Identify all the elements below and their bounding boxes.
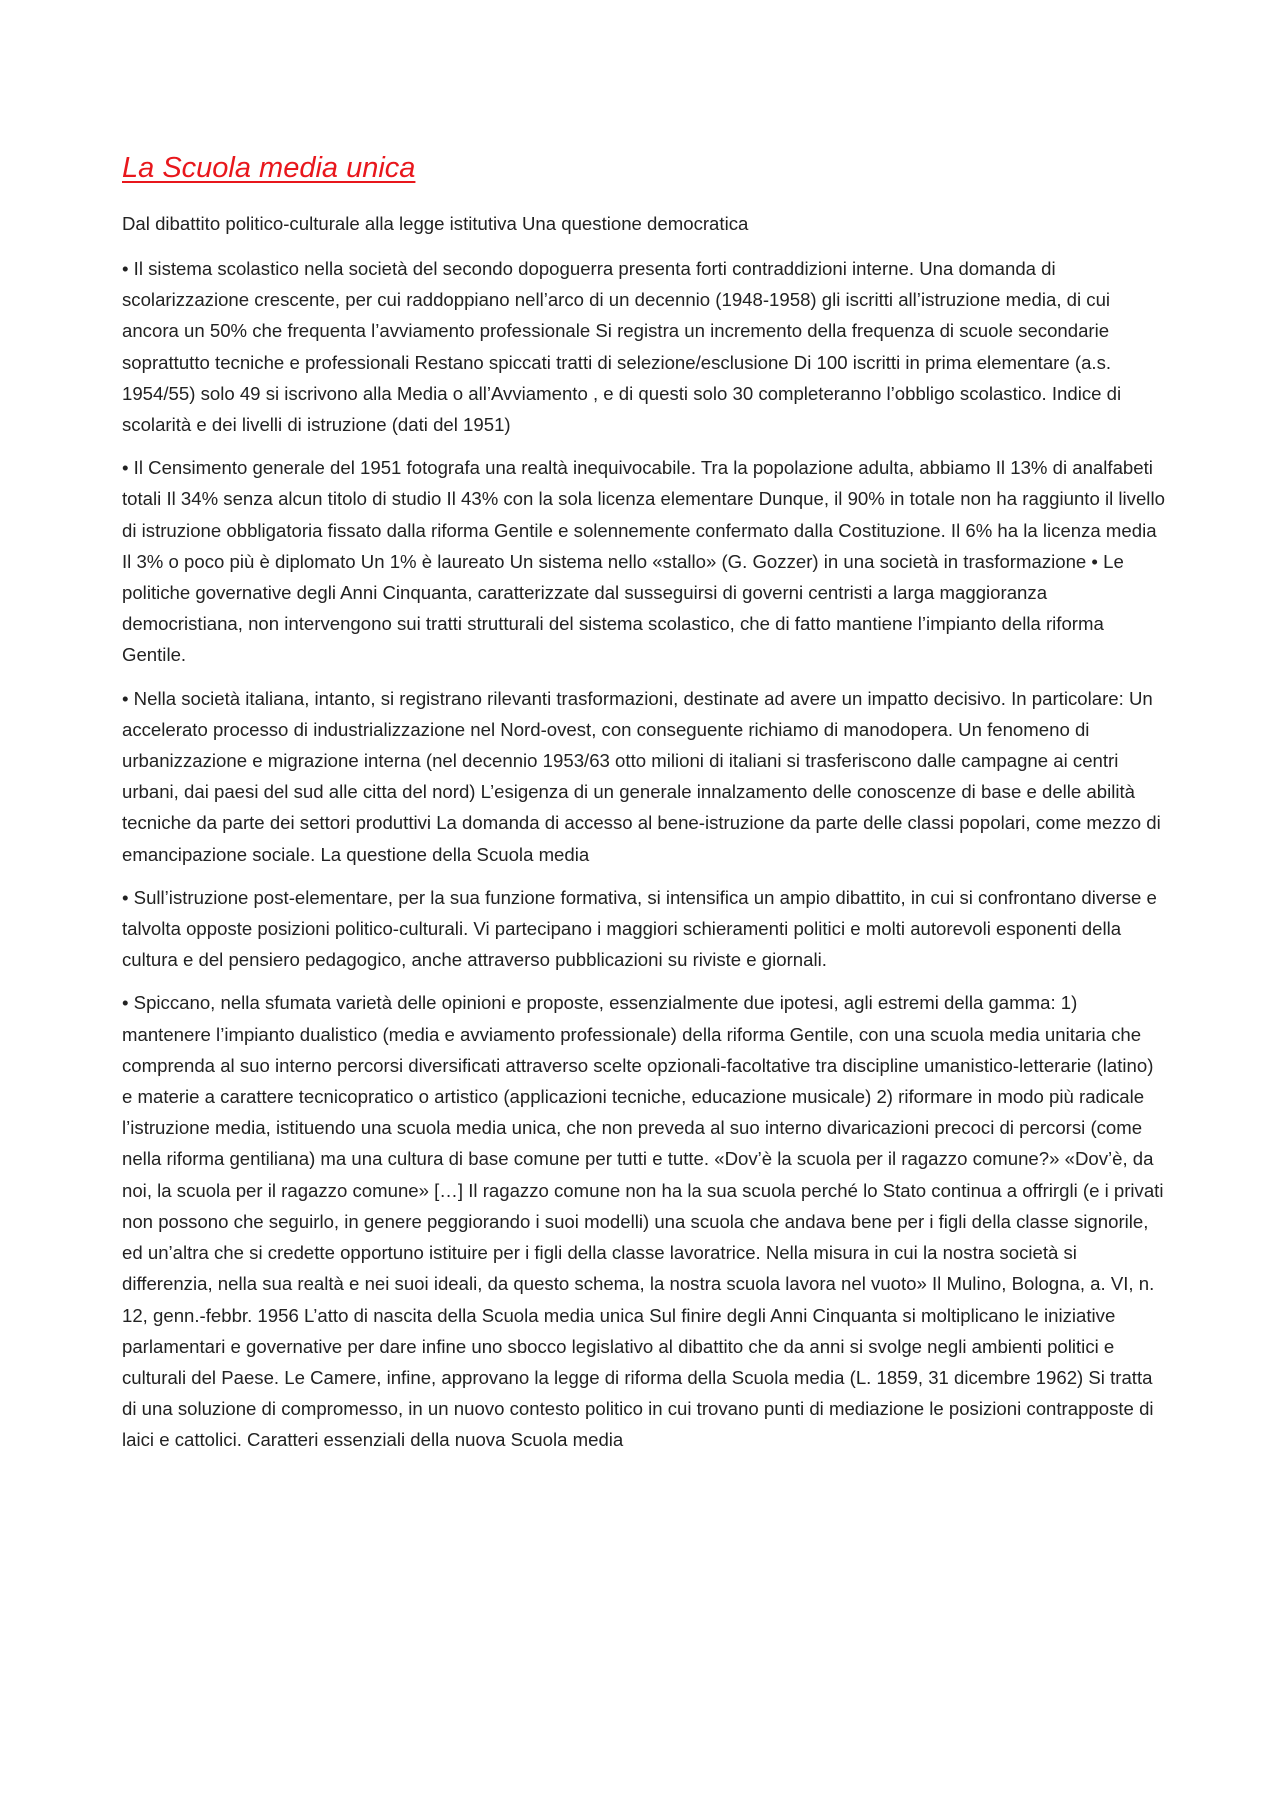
paragraph-2: • Il Censimento generale del 1951 fotografa una realtà inequivocabile. Tra la popolazione adulta, abbiamo Il 13% di analfabeti totali Il 34% senza alcun titolo di studio Il 43% con la sola licenza elementare Dunque, il 90% in totale non ha raggiunto il livello di istruzione obbligatoria fissato dalla riforma Gentile e solennemente confermato dalla Costituzione. Il 6% ha la licenza media Il 3% o poco più è diplomato Un 1% è laureato Un sistema nello «stallo» (G. Gozzer) in una società in trasformazione • Le politiche governative degli Anni Cinquanta, caratterizzate dal susseguirsi di governi centristi a larga maggioranza democristiana, non intervengono sui tratti strutturali del sistema scolastico, che di fatto mantiene l’impianto della riforma Gentile. xyxy=(122,457,1165,666)
paragraph-5: • Spiccano, nella sfumata varietà delle opinioni e proposte, essenzialmente due ipotesi, agli estremi della gamma: 1) mantenere l’impianto dualistico (media e avviamento professionale) della riforma Gentile, con una scuola media unitaria che comprenda al suo interno percorsi diversificati attraverso scelte opzionali-facoltative tra discipline umanistico-letterarie (latino) e materie a carattere tecnicopratico o artistico (applicazioni tecniche, educazione musicale) 2) riformare in modo più radicale l’istruzione media, istituendo una scuola media unica, che non preveda al suo interno divaricazioni precoci di percorsi (come nella riforma gentiliana) ma una cultura di base comune per tutti e tutte. «Dov’è la scuola per il ragazzo comune?» «Dov’è, da noi, la scuola per il ragazzo comune» […] Il ragazzo comune non ha la sua scuola perché lo Stato continua a offrirgli (e i privati non possono che seguirlo, in genere peggiorando i suoi modelli) una scuola che andava bene per i figli della classe signorile, ed un’altra che si credette opportuno istituire per i figli della classe lavoratrice. Nella misura in cui la nostra società si differenzia, nella sua realtà e nei suoi ideali, da questo schema, la nostra scuola lavora nel vuoto» Il Mulino, Bologna, a. VI, n. 12, genn.-febbr. 1956 L’atto di nascita della Scuola media unica Sul finire degli Anni Cinquanta si moltiplicano le iniziative parlamentari e governative per dare infine uno sbocco legislativo al dibattito che da anni si svolge negli ambienti politici e culturali del Paese. Le Camere, infine, approvano la legge di riforma della Scuola media (L. 1859, 31 dicembre 1962) Si tratta di una soluzione di compromesso, in un nuovo contesto politico in cui trovano punti di mediazione le posizioni contrapposte di laici e cattolici. Caratteri essenziali della nuova Scuola media xyxy=(122,992,1164,1451)
paragraph-4: • Sull’istruzione post-elementare, per la sua funzione formativa, si intensifica un ampio dibattito, in cui si confrontano diverse e talvolta opposte posizioni politico-culturali. Vi partecipano i maggiori schieramenti politici e molti autorevoli esponenti della cultura e del pensiero pedagogico, anche attraverso pubblicazioni su riviste e giornali. xyxy=(122,886,1157,971)
document-title: La Scuola media unica xyxy=(122,152,416,184)
document-body xyxy=(122,150,1167,1468)
paragraph-3: • Nella società italiana, intanto, si registrano rilevanti trasformazioni, destinate ad avere un impatto decisivo. In particolare: Un accelerato processo di industrializzazione nel Nord-ovest, con conseguente richiamo di manodopera. Un fenomeno di urbanizzazione e migrazione interna (nel decennio 1953/63 otto milioni di italiani si trasferiscono dalle campagne ai centri urbani, dai paesi del sud alle citta del nord) L’esigenza di un generale innalzamento delle conoscenze di base e delle abilità tecniche da parte dei settori produttivi La domanda di accesso al bene-istruzione da parte delle classi popolari, come mezzo di emancipazione sociale. La questione della Scuola media xyxy=(122,687,1161,865)
document-subtitle: Dal dibattito politico-culturale alla legge istitutiva Una questione democratica xyxy=(122,213,749,234)
paragraph-1: • Il sistema scolastico nella società del secondo dopoguerra presenta forti contraddizioni interne. Una domanda di scolarizzazione crescente, per cui raddoppiano nell’arco di un decennio (1948-1958) gli iscritti all’istruzione media, di cui ancora un 50% che frequenta l’avviamento professionale Si registra un incremento della frequenza di scuole secondarie soprattutto tecniche e professionali Restano spiccati tratti di selezione/esclusione Di 100 iscritti in prima elementare (a.s. 1954/55) solo 49 si iscrivono alla Media o all’Avviamento , e di questi solo 30 completeranno l’obbligo scolastico. Indice di scolarità e dei livelli di istruzione (dati del 1951) xyxy=(122,258,1122,436)
